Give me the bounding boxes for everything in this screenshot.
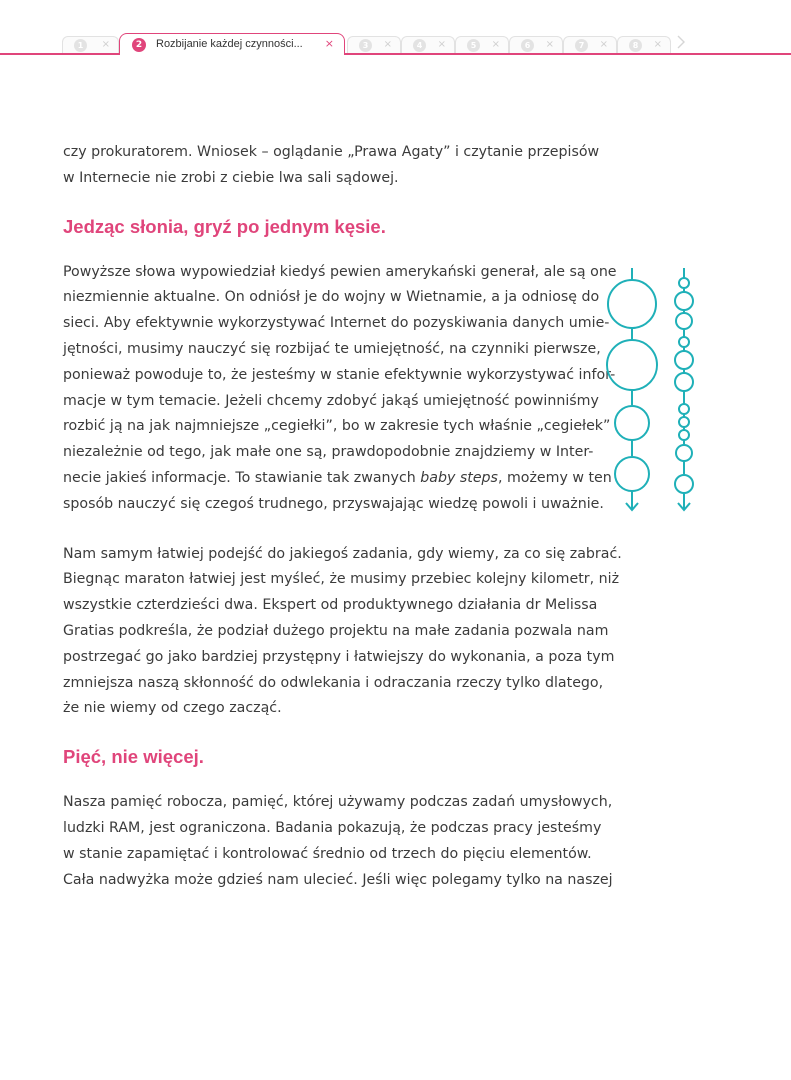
tab-number-badge: 6 [521,39,534,52]
close-icon[interactable]: × [437,39,446,50]
tab-bar [0,0,791,54]
text-run: necie jakieś informacje. To stawianie tak zwanych [63,469,421,486]
tab-number-badge: 2 [132,38,146,52]
text-line: niezmiennie aktualne. On odniósł je do wojny w Wietnamie, a ja odniosę do [63,289,600,306]
page-content [63,140,622,893]
tab-8[interactable] [617,36,671,53]
close-icon[interactable]: × [383,39,392,50]
close-icon[interactable]: × [545,39,554,50]
text-line: Powyższe słowa wypowiedział kiedyś pewien amerykański generał, ale są one [63,263,617,280]
close-icon[interactable]: × [324,37,334,50]
text-line: zmniejsza naszą skłonność do odwlekania i odraczania rzeczy tylko dlatego, [63,674,604,691]
text-line: postrzegać go jako bardziej przystępny i łatwiejszy do wykonania, a poza tym [63,648,615,665]
text-line: Gratias podkreśla, że podział dużego projektu na małe zadania pozwala nam [63,622,609,639]
paragraph [63,140,600,192]
close-icon[interactable]: × [101,39,110,50]
text-line: Nam samym łatwiej podejść do jakiegoś zadania, gdy wiemy, za co się zabrać. [63,545,622,562]
close-icon[interactable]: × [599,39,608,50]
text-line: sieci. Aby efektywnie wykorzystywać Internet do pozyskiwania danych umie- [63,315,610,332]
tab-4[interactable] [401,36,455,53]
section-heading: Jedząc słonia, gryź po jednym kęsie. [63,215,386,237]
text-line [63,466,612,492]
text-line: rozbić ją na jak najmniejsze „cegiełki”, bo w zakresie tych właśnie „cegiełek” [63,418,611,435]
tab-label: Rozbijanie każdej czynności... [156,38,303,50]
tab-2-active[interactable] [119,33,345,55]
tab-1[interactable] [62,36,119,53]
paragraph [63,790,613,893]
text-line: niezależnie od tego, jak małe one są, prawdopodobnie znajdziemy w Inter- [63,444,594,461]
text-line: w stanie zapamiętać i kontrolować średnio od trzech do pięciu elementów. [63,845,592,862]
text-line: macje w tym temacie. Jeżeli chcemy zdobyć jakąś umiejętność powinniśmy [63,392,599,409]
text-line: Cała nadwyżka może gdzieś nam ulecieć. Jeśli więc polegamy tylko na naszej [63,871,613,888]
tab-5[interactable] [455,36,509,53]
text-line: że nie wiemy od czego zacząć. [63,700,282,717]
tab-number-badge: 8 [629,39,642,52]
tab-number-badge: 4 [413,39,426,52]
close-icon[interactable]: × [653,39,662,50]
tab-7[interactable] [563,36,617,53]
text-line: ludzki RAM, jest ograniczona. Badania pokazują, że podczas pracy jesteśmy [63,819,602,836]
text-line: w Internecie nie zrobi z ciebie lwa sali sądowej. [63,169,399,186]
text-run: , możemy w ten [497,469,612,486]
tab-number-badge: 3 [359,39,372,52]
paragraph [63,260,617,518]
text-line: jętności, musimy nauczyć się rozbijać te umiejętność, na czynniki pierwsze, [63,340,601,357]
paragraph [63,542,622,723]
text-line: wszystkie czterdzieści dwa. Ekspert od produktywnego działania dr Melissa [63,597,598,614]
text-line: ponieważ powoduje to, że jesteśmy w stanie efektywnie wykorzystywać infor- [63,366,616,383]
chevron-right-icon[interactable] [675,34,689,50]
tab-6[interactable] [509,36,563,53]
beads-illustration [590,260,710,520]
italic-term: baby steps [420,469,498,486]
text-line: sposób nauczyć się czegoś trudnego, przyswajając wiedzę powoli i uważnie. [63,495,604,512]
text-line: Nasza pamięć robocza, pamięć, której używamy podczas zadań umysłowych, [63,794,613,811]
close-icon[interactable]: × [491,39,500,50]
text-line: Biegnąc maraton łatwiej jest myśleć, że musimy przebiec kolejny kilometr, niż [63,571,620,588]
text-line: czy prokuratorem. Wniosek – oglądanie „Prawa Agaty” i czytanie przepisów [63,144,600,160]
section-heading: Pięć, nie więcej. [63,746,204,768]
tab-number-badge: 7 [575,39,588,52]
tab-number-badge: 5 [467,39,480,52]
large-beads-strand [607,268,657,510]
tab-3[interactable] [347,36,401,53]
tab-number-badge: 1 [74,39,87,52]
small-beads-strand [675,268,693,510]
